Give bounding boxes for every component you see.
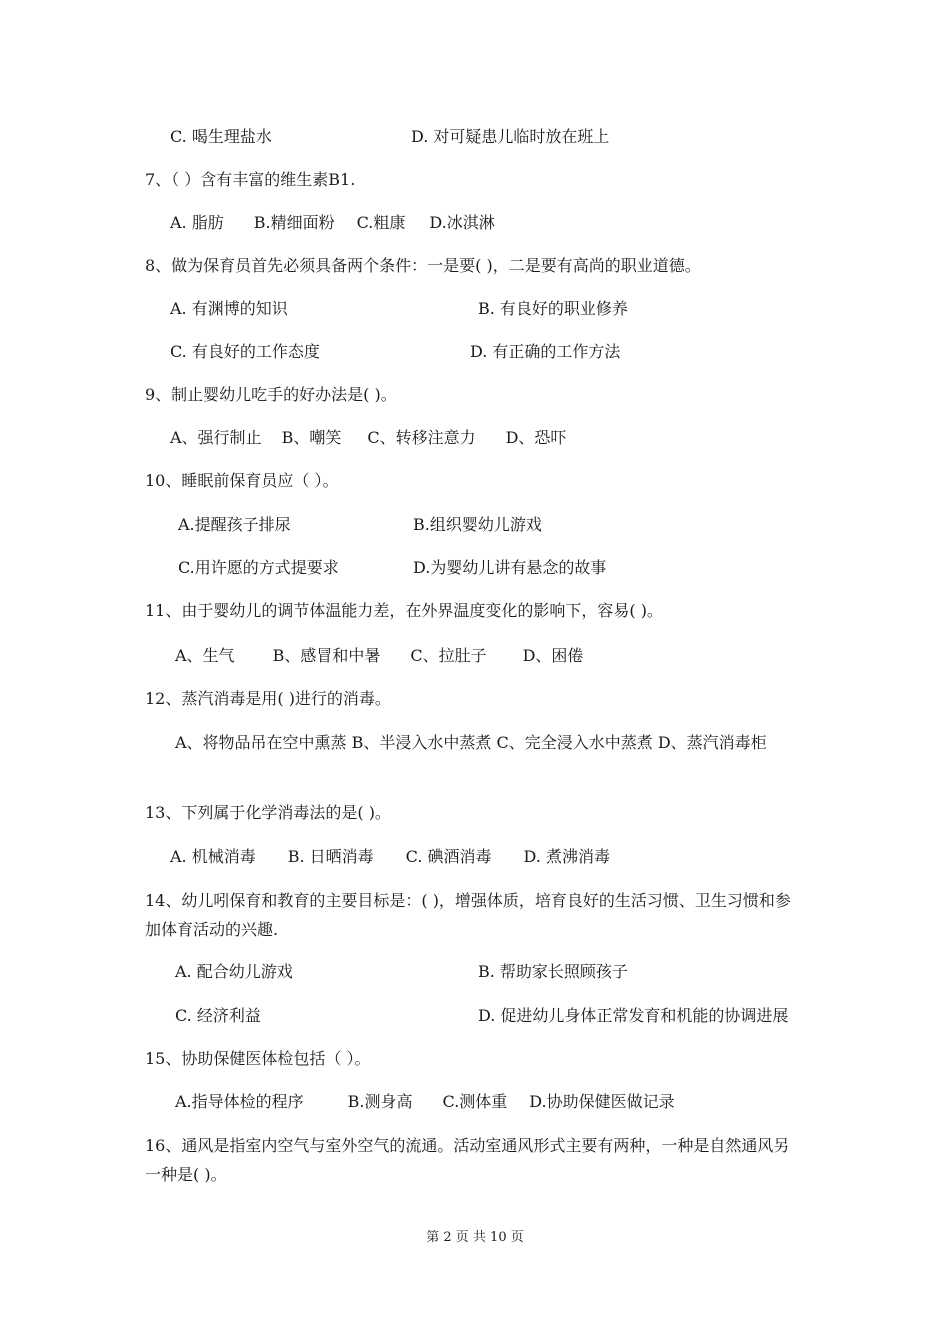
q8-option-d: D. 有正确的工作方法 — [470, 342, 621, 361]
q11-stem: 11、由于婴幼儿的调节体温能力差，在外界温度变化的影响下，容易( )。 — [145, 601, 663, 620]
q11-option-a: A、生气 — [175, 646, 235, 665]
q13-options — [170, 846, 610, 868]
q8-option-b: B. 有良好的职业修养 — [478, 299, 628, 318]
q10-option-a: A.提醒孩子排尿 — [178, 515, 291, 534]
q11-option-b: B、感冒和中暑 — [272, 646, 381, 665]
q7-option-d: D.冰淇淋 — [429, 213, 495, 232]
q9-options — [170, 427, 566, 449]
q12-stem: 12、蒸汽消毒是用( )进行的消毒。 — [145, 689, 391, 708]
q6-option-c: C. 喝生理盐水 — [170, 127, 272, 146]
q13-option-d: D. 煮沸消毒 — [523, 847, 610, 866]
q13-option-c: C. 碘酒消毒 — [405, 847, 492, 866]
q9-option-a: A、强行制止 — [170, 428, 262, 447]
q9-option-d: D、恐吓 — [505, 428, 567, 447]
q12-options: A、将物品吊在空中熏蒸 B、半浸入水中蒸煮 C、完全浸入水中蒸煮 D、蒸汽消毒柜 — [175, 733, 767, 752]
q14-stem: 14、幼儿吲保育和教育的主要目标是：( )，增强体质，培育良好的生活习惯、卫生习惯和参加体育活动的兴趣. — [145, 891, 791, 939]
q14-option-d: D. 促进幼儿身体正常发育和机能的协调进展 — [478, 1006, 789, 1025]
q8-option-a: A. 有渊博的知识 — [170, 299, 288, 318]
q9-stem: 9、制止婴幼儿吃手的好办法是( )。 — [145, 385, 397, 404]
q10-stem: 10、睡眠前保育员应（ ）。 — [145, 471, 339, 490]
q13-option-b: B. 日晒消毒 — [287, 847, 374, 866]
q9-option-c: C、转移注意力 — [367, 428, 476, 447]
q10-option-b: B.组织婴幼儿游戏 — [413, 515, 542, 534]
q8-option-c: C. 有良好的工作态度 — [170, 342, 320, 361]
q15-option-b: B.测身高 — [347, 1092, 413, 1111]
q14-option-c: C. 经济利益 — [175, 1006, 261, 1025]
q15-stem: 15、协助保健医体检包括（ ）。 — [145, 1049, 371, 1068]
page-number-footer: 第 2 页 共 10 页 — [426, 1230, 524, 1245]
q16-stem: 16、通风是指室内空气与室外空气的流通。活动室通风形式主要有两种，一种是自然通风另一种是( )。 — [145, 1136, 790, 1184]
q7-options — [170, 212, 495, 234]
q9-option-b: B、嘲笑 — [281, 428, 342, 447]
q13-option-a: A. 机械消毒 — [170, 847, 256, 866]
q10-option-c: C.用许愿的方式提要求 — [178, 558, 339, 577]
q7-option-a: A. 脂肪 — [170, 213, 224, 232]
q7-option-c: C.粗康 — [356, 213, 406, 232]
q15-option-d: D.协助保健医做记录 — [529, 1092, 675, 1111]
q10-option-d: D.为婴幼儿讲有悬念的故事 — [413, 558, 607, 577]
q11-option-d: D、困倦 — [522, 646, 584, 665]
q15-options — [175, 1091, 675, 1113]
q14-option-a: A. 配合幼儿游戏 — [175, 962, 293, 981]
q11-options — [175, 645, 583, 667]
q8-stem: 8、做为保育员首先必须具备两个条件：一是要( )，二是要有高尚的职业道德。 — [145, 256, 701, 275]
q15-option-c: C.测体重 — [442, 1092, 508, 1111]
q13-stem: 13、下列属于化学消毒法的是( )。 — [145, 803, 391, 822]
q7-option-b: B.精细面粉 — [253, 213, 335, 232]
q11-option-c: C、拉肚子 — [410, 646, 487, 665]
q6-option-d: D. 对可疑患儿临时放在班上 — [411, 127, 610, 146]
q14-option-b: B. 帮助家长照顾孩子 — [478, 962, 628, 981]
q7-stem: 7、（ ）含有丰富的维生素B1. — [145, 170, 356, 189]
q15-option-a: A.指导体检的程序 — [175, 1092, 304, 1111]
